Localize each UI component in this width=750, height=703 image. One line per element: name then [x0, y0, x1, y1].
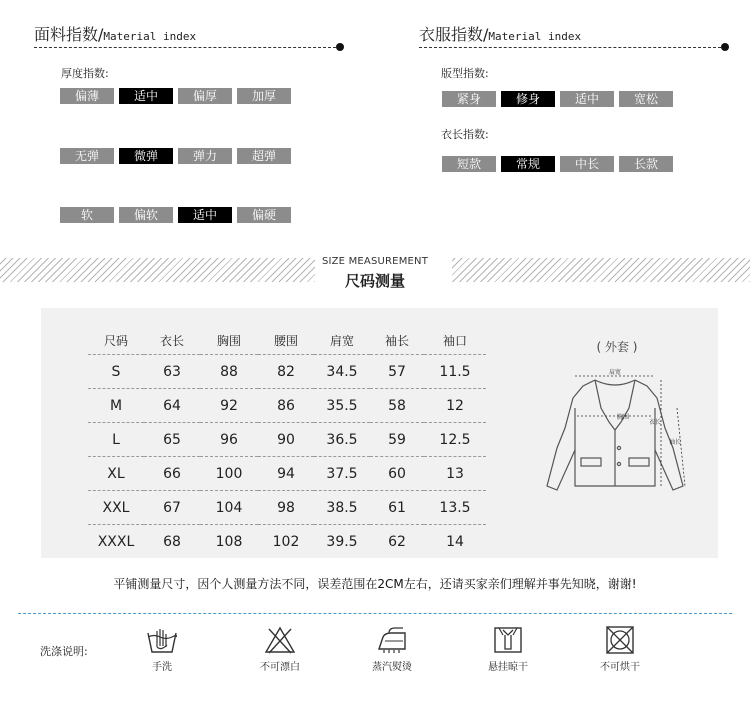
table-row: [88, 355, 486, 389]
size-measurement-cn: 尺码测量: [344, 272, 405, 290]
care-no-bleach: [250, 625, 310, 673]
no-tumble-dry-icon: [603, 625, 637, 655]
size-header-cell: 尺码: [103, 333, 128, 348]
size-cell: 64: [144, 389, 200, 423]
hang-dry-label: 悬挂晾干: [488, 662, 528, 673]
size-cell: XXXL: [88, 525, 144, 559]
size-cell: 68: [144, 525, 200, 559]
size-cell: 60: [370, 457, 424, 491]
size-header-cell: 腰围: [273, 333, 298, 348]
no-bleach-icon: [263, 625, 297, 655]
size-header-cell: 胸围: [216, 333, 241, 348]
garment-divider: [419, 47, 721, 48]
care-no-tumble-dry: [590, 625, 650, 673]
fabric-divider: [34, 47, 336, 48]
fabric-divider-dot: [336, 43, 344, 51]
fabric-title-en: Material index: [103, 30, 197, 43]
size-cell: 13.5: [424, 491, 486, 525]
size-cell: 39.5: [314, 525, 370, 559]
option-fabric-softness-0: 软: [60, 207, 114, 223]
size-cell: 100: [200, 457, 258, 491]
size-cell: 37.5: [314, 457, 370, 491]
option-fabric-elasticity-2: 弹力: [178, 148, 232, 164]
size-cell: 12: [424, 389, 486, 423]
table-row: [88, 389, 486, 423]
option-garment-length-0: 短款: [442, 156, 496, 172]
option-fabric-elasticity-1: 微弹: [119, 148, 173, 164]
hand-wash-label: 手洗: [152, 662, 172, 673]
option-fabric-thickness-1: 适中: [119, 88, 173, 104]
shoulder-label: 肩宽: [608, 369, 622, 376]
size-cell: 57: [370, 355, 424, 389]
option-fabric-softness-3: 偏硬: [237, 207, 291, 223]
fabric-index-title: [34, 22, 196, 45]
option-fabric-elasticity-0: 无弹: [60, 148, 114, 164]
size-cell: 90: [258, 423, 314, 457]
size-cell: 38.5: [314, 491, 370, 525]
table-row: [88, 491, 486, 525]
size-cell: 61: [370, 491, 424, 525]
size-cell: 58: [370, 389, 424, 423]
size-cell: 82: [258, 355, 314, 389]
size-cell: XL: [88, 457, 144, 491]
chest-label: 胸围: [616, 414, 630, 421]
size-cell: 13: [424, 457, 486, 491]
size-cell: 59: [370, 423, 424, 457]
size-table-header: [88, 326, 486, 355]
option-garment-fit-1: 修身: [501, 91, 555, 107]
no-tumble-dry-label: 不可烘干: [600, 662, 640, 673]
size-cell: 108: [200, 525, 258, 559]
size-cell: 14: [424, 525, 486, 559]
garment-index-title: [419, 22, 581, 45]
option-fabric-thickness-3: 加厚: [237, 88, 291, 104]
size-cell: XXL: [88, 491, 144, 525]
garment-title-cn: 衣服指数/: [419, 25, 489, 44]
size-cell: 102: [258, 525, 314, 559]
diagram-caption: ( 外套 ): [596, 340, 638, 354]
option-fabric-thickness-0: 偏薄: [60, 88, 114, 104]
jacket-outline-icon: [535, 368, 695, 498]
size-cell: 96: [200, 423, 258, 457]
option-garment-length-3: 长款: [619, 156, 673, 172]
hand-wash-icon: [145, 625, 179, 655]
care-steam-iron: [362, 625, 422, 673]
size-cell: L: [88, 423, 144, 457]
garment-divider-dot: [721, 43, 729, 51]
size-cell: 67: [144, 491, 200, 525]
steam-iron-label: 蒸汽熨烫: [372, 662, 412, 673]
option-garment-length-2: 中长: [560, 156, 614, 172]
option-fabric-softness-2: 适中: [178, 207, 232, 223]
size-cell: 94: [258, 457, 314, 491]
jacket-diagram: [537, 338, 697, 355]
length-diagram-label: 衣长: [648, 419, 662, 426]
size-cell: 86: [258, 389, 314, 423]
option-fabric-elasticity-3: 超弹: [237, 148, 291, 164]
length-label: 衣长指数:: [441, 128, 489, 141]
option-garment-fit-3: 宽松: [619, 91, 673, 107]
size-cell: 35.5: [314, 389, 370, 423]
size-table: [88, 326, 486, 558]
size-cell: 12.5: [424, 423, 486, 457]
thickness-label: 厚度指数:: [61, 67, 109, 80]
option-garment-length-1: 常规: [501, 156, 555, 172]
care-label: 洗涤说明:: [40, 645, 88, 658]
size-cell: 62: [370, 525, 424, 559]
size-cell: 66: [144, 457, 200, 491]
care-hang-dry: [478, 625, 538, 673]
measurement-note: 平铺测量尺寸，因个人测量方法不同，误差范围在2CM左右，还请买家亲们理解并事先知晓，谢谢!: [113, 577, 637, 591]
table-row: [88, 525, 486, 559]
size-header-cell: 肩宽: [329, 333, 354, 348]
option-fabric-thickness-2: 偏厚: [178, 88, 232, 104]
size-cell: 92: [200, 389, 258, 423]
size-cell: 88: [200, 355, 258, 389]
table-row: [88, 457, 486, 491]
size-cell: 104: [200, 491, 258, 525]
size-cell: 34.5: [314, 355, 370, 389]
size-cell: 98: [258, 491, 314, 525]
size-cell: 36.5: [314, 423, 370, 457]
fabric-title-cn: 面料指数/: [34, 25, 104, 44]
care-divider: [18, 613, 732, 614]
size-cell: M: [88, 389, 144, 423]
option-fabric-softness-1: 偏软: [119, 207, 173, 223]
size-cell: 63: [144, 355, 200, 389]
fit-label: 版型指数:: [441, 67, 489, 80]
care-hand-wash: [132, 625, 192, 673]
size-cell: S: [88, 355, 144, 389]
option-garment-fit-0: 紧身: [442, 91, 496, 107]
size-cell: 11.5: [424, 355, 486, 389]
option-garment-fit-2: 适中: [560, 91, 614, 107]
size-cell: 65: [144, 423, 200, 457]
garment-title-en: Material index: [488, 30, 582, 43]
sleeve-label: 袖长: [668, 439, 682, 446]
size-header-cell: 袖长: [384, 333, 409, 348]
hang-dry-icon: [491, 625, 525, 655]
size-measurement-en: SIZE MEASUREMENT: [321, 256, 429, 267]
size-header-cell: 袖口: [442, 333, 467, 348]
no-bleach-label: 不可漂白: [260, 662, 300, 673]
size-header-cell: 衣长: [159, 333, 184, 348]
table-row: [88, 423, 486, 457]
steam-iron-icon: [375, 625, 409, 655]
